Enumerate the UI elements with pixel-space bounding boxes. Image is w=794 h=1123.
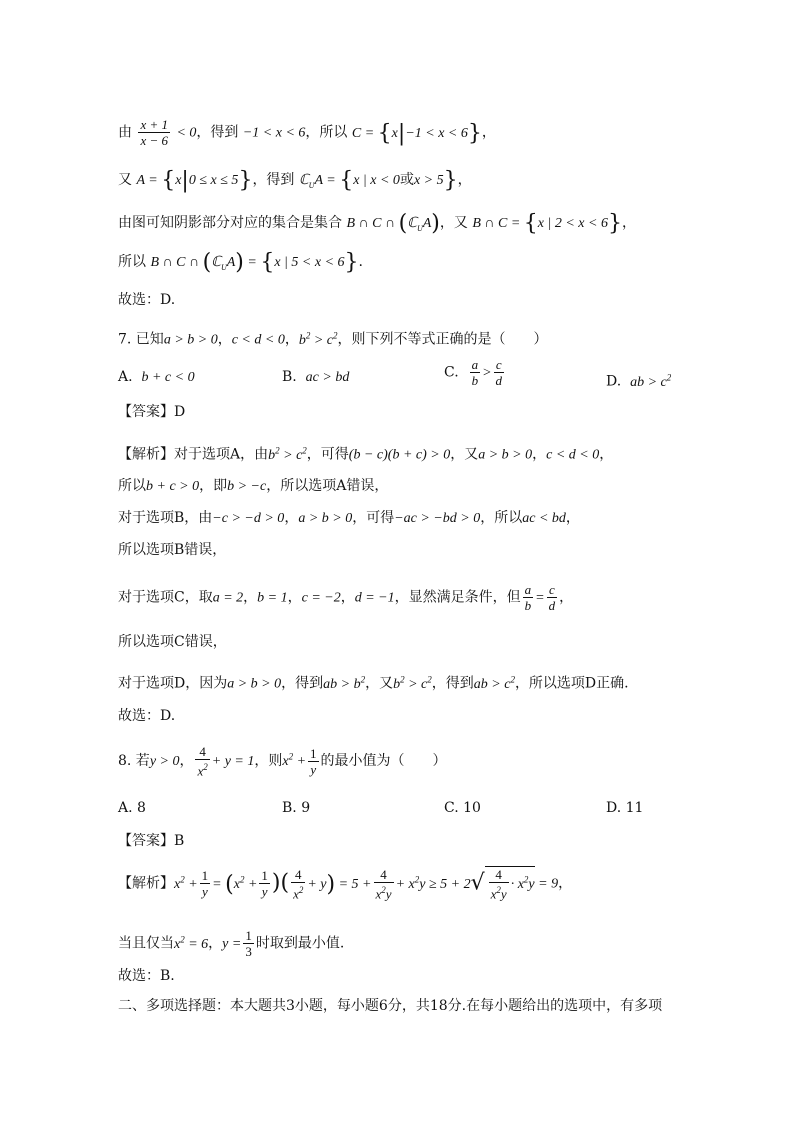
solution-7-line-1: 【解析】对于选项A，由$b^2 > c^2$，可得(b − c)(b + c) > 0，又a > b > 0，c < d < 0， bbox=[118, 445, 614, 463]
option-8a: A. 8 bbox=[118, 800, 146, 816]
option-8c: C. 10 bbox=[444, 800, 481, 816]
solution-line-1: 由 $\frac{x + 1}{x - 6}$ < 0，得到 −1 < x < 6，所以 C = {x|−1 < x < 6}， bbox=[118, 117, 496, 148]
solution-line-3: 由图可知阴影部分对应的集合是集合 B ∩ C ∩ (ℂ$_U$A)，又 B ∩ C = {x | 2 < x < 6}， bbox=[118, 210, 636, 236]
solution-8-line-1: 【解析】$x^2$ + $\frac{1}{y}$ = ($x^2$ + $\frac{1}{y}$ )( $\frac{4}{x^2}$ + y) = 5 + $\frac{4}{x^2y}$ + $x^2y \ge 5 + 2√$ $\frac{4}{x^2y}$ · $x^2y = 9$， bbox=[118, 866, 573, 902]
option-8d: D. 11 bbox=[606, 800, 644, 816]
solution-8-line-2: 当且仅当$x^2 = 6$，y = $\frac{1}{3}$ 时取到最小值. bbox=[118, 928, 345, 959]
solution-7-line-3: 对于选项B，由−c > −d > 0，a > b > 0，可得−ac > −bd > 0，所以ac < bd， bbox=[118, 510, 580, 526]
option-8b: B. 9 bbox=[282, 800, 311, 816]
answer-choice-line: 故选：D. bbox=[118, 292, 176, 308]
option-7b: B. ac > bd bbox=[282, 369, 350, 385]
option-7c: C. $\frac{a}{b}$ > $\frac{c}{d}$ bbox=[444, 357, 503, 388]
solution-7-line-7: 对于选项D，因为a > b > 0，得到ab > $b^2$，又$b^2 > c^2$，得到ab > $c^2$，所以选项D正确. bbox=[118, 674, 629, 692]
question-7-stem: 7. 已知a > b > 0，c < d < 0，$b^2 > c^2$，则下列不等式正确的是（ ） bbox=[118, 330, 548, 348]
solution-7-line-6: 所以选项C错误， bbox=[118, 634, 227, 650]
solution-7-line-2: 所以b + c > 0，即b > −c，所以选项A错误， bbox=[118, 478, 389, 494]
solution-line-2: 又 A = {x|0 ≤ x ≤ 5}，得到 ℂ$_U$A = {x | x < 0或x > 5}， bbox=[118, 167, 472, 193]
question-8-stem: 8. 若y > 0， $\frac{4}{x^2}$ + y = 1，则$x^2$ + $\frac{1}{y}$ 的最小值为（ ） bbox=[118, 744, 447, 779]
solution-7-line-4: 所以选项B错误， bbox=[118, 542, 227, 558]
answer-7: 【答案】D bbox=[118, 404, 186, 420]
fraction: $\frac{x + 1}{x - 6}$ bbox=[140, 117, 168, 148]
answer-8: 【答案】B bbox=[118, 833, 185, 849]
solution-7-end: 故选：D. bbox=[118, 708, 176, 724]
solution-7-line-5: 对于选项C，取a = 2，b = 1，c = −2，d = −1，显然满足条件，但 $\frac{a}{b}$ = $\frac{c}{d}$ ， bbox=[118, 582, 574, 613]
solution-line-4: 所以 B ∩ C ∩ (ℂ$_U$A) = {x | 5 < x < 6}. bbox=[118, 249, 363, 275]
solution-8-end: 故选：B. bbox=[118, 968, 175, 984]
option-7d: D. ab > $c^2$ bbox=[606, 372, 672, 390]
option-7a: A. b + c < 0 bbox=[118, 369, 195, 385]
section-2-heading: 二、多项选择题：本大题共3小题，每小题6分，共18分.在每小题给出的选项中，有多项 bbox=[118, 998, 663, 1014]
